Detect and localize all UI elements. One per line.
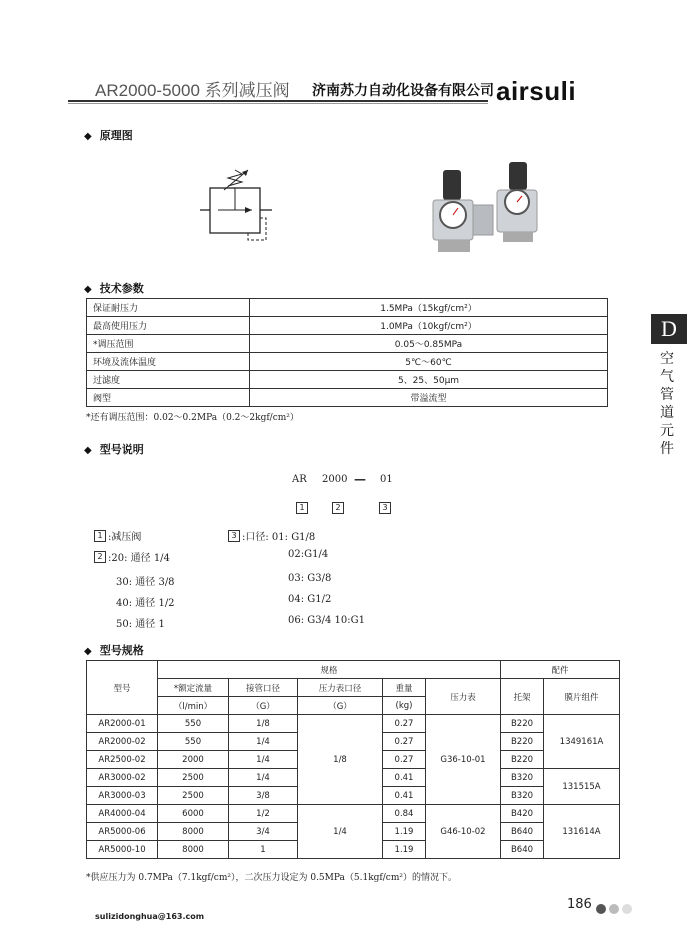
param-label: 环境及流体温度 — [87, 353, 250, 371]
table-row — [87, 805, 620, 823]
legend-l4: 40: 通径 1/2 — [116, 598, 175, 609]
param-value: 1.5MPa（15kgf/cm²） — [250, 299, 608, 317]
series-title: AR2000-5000 系列减压阀 — [95, 81, 290, 100]
param-value: 0.05～0.85MPa — [250, 335, 608, 353]
cell-bracket: B320 — [501, 769, 544, 787]
code-box-3: 3 — [379, 502, 391, 514]
cell-port: 1/8 — [229, 715, 298, 733]
cell-weight: 0.27 — [383, 751, 426, 769]
brand-logo-text: airsuli — [496, 76, 577, 106]
header-model: 型号 — [87, 661, 158, 715]
cell-bracket: B220 — [501, 715, 544, 733]
model-spec-table — [86, 660, 620, 859]
header-bracket: 托架 — [501, 679, 544, 715]
cell-diaphragm: 1349161A — [544, 715, 620, 769]
param-label: 阀型 — [87, 389, 250, 407]
param-value: 带溢流型 — [250, 389, 608, 407]
param-label: 过滤度 — [87, 371, 250, 389]
legend-l3: 30: 通径 3/8 — [116, 577, 175, 588]
spec-note: *供应压力为 0.7MPa（7.1kgf/cm²），二次压力设定为 0.5MPa（5.1kgf/cm²）的情况下。 — [86, 873, 457, 883]
param-label: 最高使用压力 — [87, 317, 250, 335]
cell-model: AR3000-02 — [87, 769, 158, 787]
header-port: 接管口径 — [229, 679, 298, 697]
cell-weight: 1.19 — [383, 823, 426, 841]
header-spec: 规格 — [158, 661, 501, 679]
dot-icon — [622, 904, 632, 914]
legend-b3-text: :口径: 01: G1/8 — [242, 532, 316, 543]
header-rule — [68, 100, 488, 102]
section-tech-title: ◆ 技术参数 — [84, 280, 144, 296]
cell-weight: 0.27 — [383, 733, 426, 751]
cell-model: AR5000-06 — [87, 823, 158, 841]
legend-l5: 50: 通径 1 — [116, 619, 165, 630]
cell-flow: 2500 — [158, 769, 229, 787]
cell-flow: 8000 — [158, 841, 229, 859]
cell-flow: 2500 — [158, 787, 229, 805]
code-box-1: 1 — [296, 502, 308, 514]
cell-bracket: B640 — [501, 841, 544, 859]
cell-port: 1/2 — [229, 805, 298, 823]
cell-weight: 0.41 — [383, 769, 426, 787]
cell-model: AR2000-02 — [87, 733, 158, 751]
cell-bracket: B420 — [501, 805, 544, 823]
model-code-prefix: AR — [292, 474, 307, 485]
param-value: 1.0MPa（10kgf/cm²） — [250, 317, 608, 335]
cell-diaphragm: 131515A — [544, 769, 620, 805]
table-row — [87, 317, 608, 335]
param-value: 5℃～60℃ — [250, 353, 608, 371]
chapter-tab: D — [651, 314, 687, 344]
model-code-port: 01 — [380, 474, 393, 485]
header-rule-thin — [68, 103, 488, 104]
tech-params-table — [86, 298, 608, 407]
model-code-dash: — — [354, 472, 366, 486]
section-model-desc-title: ◆ 型号说明 — [84, 441, 144, 457]
model-code-size: 2000 — [322, 474, 348, 485]
contact-email: sulizidonghua@163.com — [95, 912, 205, 921]
cell-model: AR2000-01 — [87, 715, 158, 733]
company-name: 济南苏力自动化设备有限公司 — [312, 83, 494, 99]
table-row — [87, 353, 608, 371]
cell-model: AR2500-02 — [87, 751, 158, 769]
header-flow-unit: （l/min） — [158, 697, 229, 715]
param-value: 5、25、50μm — [250, 371, 608, 389]
cell-gauge-port: 1/4 — [298, 805, 383, 859]
cell-port: 1 — [229, 841, 298, 859]
legend-b1-text: :减压阀 — [108, 532, 142, 543]
section-model-spec-title: ◆ 型号规格 — [84, 642, 144, 658]
cell-bracket: B220 — [501, 733, 544, 751]
header-weight-unit: (kg) — [383, 697, 426, 715]
cell-flow: 6000 — [158, 805, 229, 823]
legend-box-1: 1 — [94, 530, 106, 542]
table-row — [87, 371, 608, 389]
table-row — [87, 389, 608, 407]
page-number: 186 — [567, 897, 592, 912]
cell-model: AR3000-03 — [87, 787, 158, 805]
cell-port: 1/4 — [229, 733, 298, 751]
cell-flow: 8000 — [158, 823, 229, 841]
cell-gauge: G46-10-02 — [426, 805, 501, 859]
legend-r3: 03: G3/8 — [288, 573, 332, 584]
cell-port: 3/4 — [229, 823, 298, 841]
product-photo-regulator-2 — [495, 160, 555, 245]
cell-flow: 550 — [158, 733, 229, 751]
cell-diaphragm: 131614A — [544, 805, 620, 859]
code-box-2: 2 — [332, 502, 344, 514]
header-gauge-port-unit: （G） — [298, 697, 383, 715]
cell-flow: 550 — [158, 715, 229, 733]
cell-flow: 2000 — [158, 751, 229, 769]
table-row — [87, 299, 608, 317]
header-gauge: 压力表 — [426, 679, 501, 715]
legend-box-2: 2 — [94, 551, 106, 563]
tech-note: *还有调压范围：0.02～0.2MPa（0.2～2kgf/cm²） — [86, 413, 299, 423]
legend-r4: 04: G1/2 — [288, 594, 332, 605]
regulator-symbol-diagram — [200, 168, 275, 248]
cell-gauge-port: 1/8 — [298, 715, 383, 805]
legend-r5: 06: G3/4 10:G1 — [288, 615, 365, 626]
chapter-tab-label: 空气管道元件 — [660, 351, 674, 457]
cell-port: 3/8 — [229, 787, 298, 805]
cell-weight: 0.41 — [383, 787, 426, 805]
page-dots-decoration — [596, 899, 635, 918]
cell-port: 1/4 — [229, 769, 298, 787]
cell-weight: 1.19 — [383, 841, 426, 859]
section-principle-title: ◆ 原理图 — [84, 127, 133, 143]
header-parts: 配件 — [501, 661, 620, 679]
header-port-unit: （G） — [229, 697, 298, 715]
cell-bracket: B640 — [501, 823, 544, 841]
cell-port: 1/4 — [229, 751, 298, 769]
header-weight: 重量 — [383, 679, 426, 697]
table-row — [87, 335, 608, 353]
cell-bracket: B320 — [501, 787, 544, 805]
legend-box-3: 3 — [228, 530, 240, 542]
legend-r2: 02:G1/4 — [288, 549, 329, 560]
param-label: 保证耐压力 — [87, 299, 250, 317]
header-gauge-port: 压力表口径 — [298, 679, 383, 697]
param-label: *调压范围 — [87, 335, 250, 353]
table-header-row — [87, 679, 620, 697]
dot-icon — [609, 904, 619, 914]
cell-model: AR5000-10 — [87, 841, 158, 859]
legend-b2-text: :20: 通径 1/4 — [108, 553, 170, 564]
cell-weight: 0.27 — [383, 715, 426, 733]
cell-bracket: B220 — [501, 751, 544, 769]
header-diaphragm: 膜片组件 — [544, 679, 620, 715]
cell-weight: 0.84 — [383, 805, 426, 823]
cell-model: AR4000-04 — [87, 805, 158, 823]
cell-gauge: G36-10-01 — [426, 715, 501, 805]
table-row — [87, 715, 620, 733]
dot-icon — [596, 904, 606, 914]
table-header-row — [87, 661, 620, 679]
header-flow: *额定流量 — [158, 679, 229, 697]
